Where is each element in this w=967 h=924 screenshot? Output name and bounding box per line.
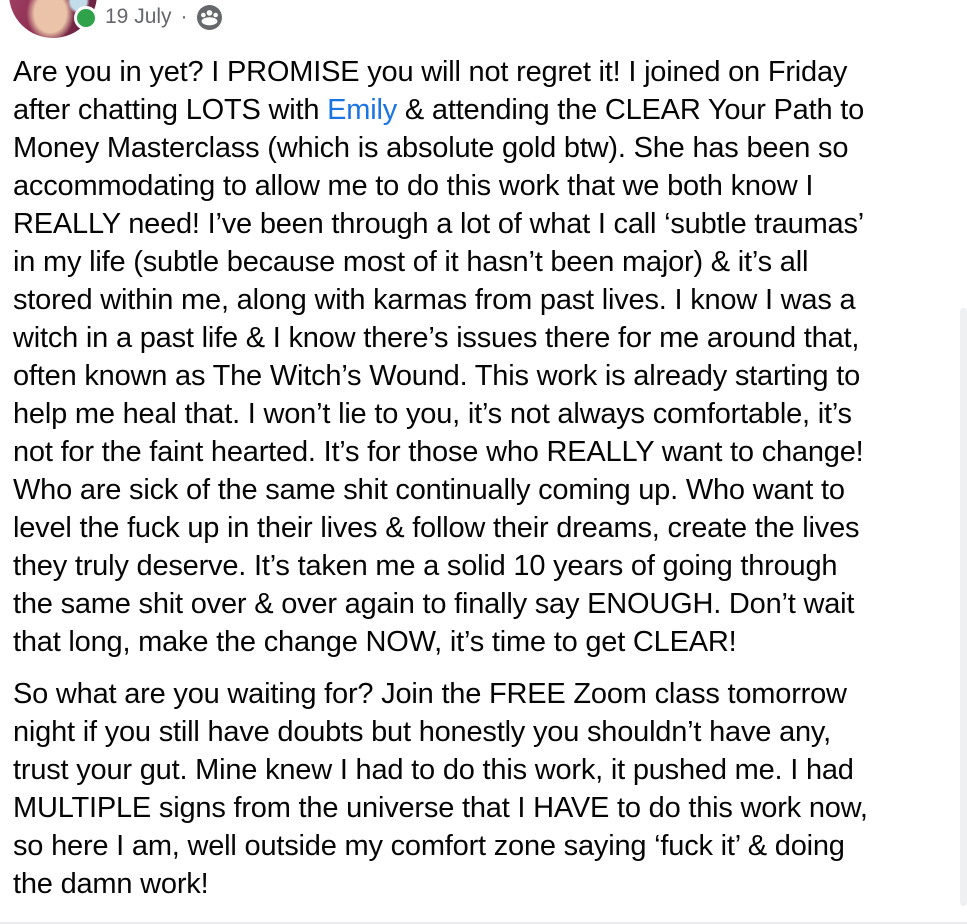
post-text-segment: & attending the CLEAR Your Path to xyxy=(397,94,865,126)
post-text-segment: stored within me, along with karmas from past lives. I know I was a xyxy=(13,284,856,316)
post-line xyxy=(13,205,951,243)
post-text-segment: not for the faint hearted. It’s for those who REALLY want to change! xyxy=(13,436,864,468)
post-text-segment: the damn work! xyxy=(13,868,209,900)
post-text-segment: so here I am, well outside my comfort zone saying ‘fuck it’ & doing xyxy=(13,830,845,862)
post-text-segment: the same shit over & over again to finally say ENOUGH. Don’t wait xyxy=(13,588,855,620)
post-text xyxy=(0,53,967,903)
online-status-indicator xyxy=(74,6,98,30)
post-line xyxy=(13,751,951,789)
post-line xyxy=(13,319,951,357)
group-privacy-icon xyxy=(197,5,222,30)
post-text-segment: often known as The Witch’s Wound. This work is already starting to xyxy=(13,360,861,392)
scrollbar-thumb[interactable] xyxy=(960,308,967,906)
post-text-segment: they truly deserve. It’s taken me a solid 10 years of going through xyxy=(13,550,838,582)
post-line xyxy=(13,865,951,903)
post-text-segment: after chatting LOTS with xyxy=(13,94,328,126)
post-text-segment: night if you still have doubts but honestly you shouldn’t have any, xyxy=(13,716,831,748)
post-line xyxy=(13,357,951,395)
post-text-segment: Money Masterclass (which is absolute gold btw). She has been so xyxy=(13,132,849,164)
post-line xyxy=(13,129,951,167)
post-line xyxy=(13,243,951,281)
post-text-segment: Who are sick of the same shit continually coming up. Who want to xyxy=(13,474,845,506)
post-timestamp[interactable]: 19 July xyxy=(105,5,172,28)
post-line xyxy=(13,789,951,827)
post-header xyxy=(0,0,967,40)
post-paragraph xyxy=(13,675,951,903)
post-line xyxy=(13,509,951,547)
post-text-segment: trust your gut. Mine knew I had to do this work, it pushed me. I had xyxy=(13,754,854,786)
post-line xyxy=(13,585,951,623)
post-text-segment: level the fuck up in their lives & follow their dreams, create the lives xyxy=(13,512,860,544)
post-text-segment: So what are you waiting for? Join the FREE Zoom class tomorrow xyxy=(13,678,847,710)
post-meta-row xyxy=(105,0,222,34)
post-text-segment: MULTIPLE signs from the universe that I HAVE to do this work now, xyxy=(13,792,868,824)
post-line xyxy=(13,167,951,205)
post-line xyxy=(13,281,951,319)
post-line xyxy=(13,91,951,129)
post-line xyxy=(13,675,951,713)
post-line xyxy=(13,395,951,433)
post-line xyxy=(13,471,951,509)
post-line xyxy=(13,53,951,91)
post-text-segment: that long, make the change NOW, it’s time to get CLEAR! xyxy=(13,626,737,658)
post-line xyxy=(13,547,951,585)
post-paragraph xyxy=(13,53,951,661)
post-text-segment: witch in a past life & I know there’s issues there for me around that, xyxy=(13,322,860,354)
separator-dot: · xyxy=(180,5,188,28)
post-line xyxy=(13,433,951,471)
post-line xyxy=(13,713,951,751)
post-text-segment: help me heal that. I won’t lie to you, it’s not always comfortable, it’s xyxy=(13,398,852,430)
mention-link-emily[interactable]: Emily xyxy=(327,94,398,126)
post-line xyxy=(13,827,951,865)
post-text-segment: REALLY need! I’ve been through a lot of what I call ‘subtle traumas’ xyxy=(13,208,865,240)
post-text-segment: in my life (subtle because most of it hasn’t been major) & it’s all xyxy=(13,246,809,278)
post-text-segment: accommodating to allow me to do this work that we both know I xyxy=(13,170,814,202)
post-text-segment: Are you in yet? I PROMISE you will not regret it! I joined on Friday xyxy=(13,56,848,88)
post-line xyxy=(13,623,951,661)
